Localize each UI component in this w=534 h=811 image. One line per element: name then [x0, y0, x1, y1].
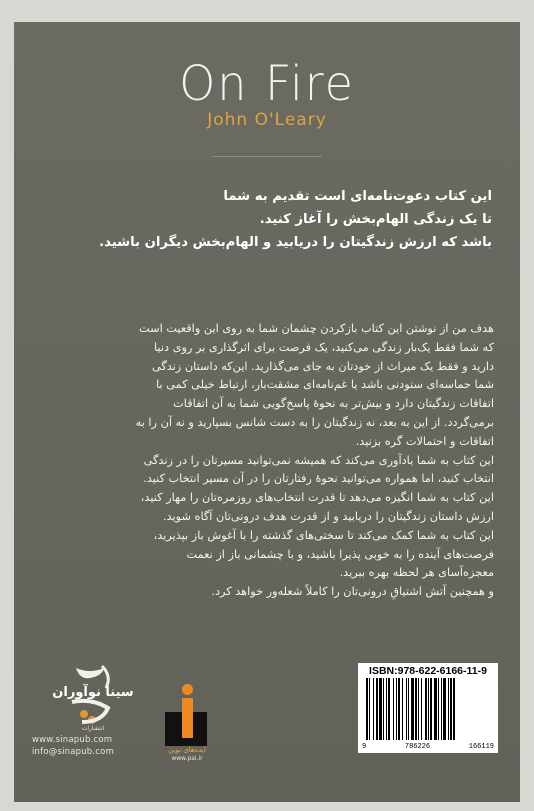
isbn-barcode-block [358, 663, 498, 753]
body-line: این کتاب به شما انگیزه می‌دهد تا قدرت انتخاب‌های روزمره‌تان را مهار کنید، [140, 491, 494, 505]
book-back-cover [14, 22, 520, 802]
body-line: دارید و فقط یک میراث از خودتان به جای می‌گذارید. این‌که داستان زندگی [151, 359, 494, 373]
divider [212, 156, 322, 157]
publisher-logo-text: سینا نوآوران [52, 685, 134, 700]
body-line: فرصت‌های آینده را به خوبی پذیرا باشید، و با چشمانی باز از نعمت [186, 547, 494, 561]
publisher-email: info@sinapub.com [32, 747, 115, 757]
isbn-digit-group: 9 [362, 743, 367, 751]
isbn-digit-group: 166119 [468, 743, 494, 751]
publisher-website: www.sinapub.com [32, 735, 113, 745]
body-line: شما حماسه‌ای ستودنی باشد یا غم‌نامه‌ای مشقت‌بار، ارتباط خیلی کمی با [156, 378, 494, 392]
body-text [34, 320, 494, 602]
imprint-url: www.pai.ir [171, 755, 203, 762]
body-line: اتفاقات و احتمالات گره بزنید. [355, 434, 494, 448]
body-line: هدف من از نوشتن این کتاب بازکردن چشمان شما به روی این واقعیت است [139, 322, 494, 335]
imprint-i-stem-icon [182, 698, 193, 738]
body-line: ارزش داستان زندگیتان را دریابید و از قدرت هدف درونی‌تان آگاه شوید. [162, 509, 494, 523]
imprint-i-dot-icon [182, 684, 193, 695]
publisher-logo-mark-icon [52, 662, 134, 732]
body-line: این کتاب به شما یادآوری می‌کند که همیشه نمی‌توانید مسیرتان را در زندگی [143, 453, 494, 467]
body-line: معجزه‌آسای هر لحظه بهره ببرید. [339, 566, 494, 580]
publisher-logo [52, 662, 134, 732]
body-line: این کتاب به شما کمک می‌کند تا سختی‌های گذشته را با آغوش باز بپذیرید، [153, 528, 494, 542]
intro-line: باشد که ارزش زندگیتان را دریابید و الهام‌بخش دیگران باشید. [99, 235, 492, 250]
body-line: اتفاقات زندگیتان دارد و بیش‌تر به نحوهٔ پاسخ‌گویی شما به آن اتفاقات [173, 397, 494, 411]
isbn-digit-group: 786226 [404, 743, 431, 751]
intro-line: این کتاب دعوت‌نامه‌ای است تقدیم به شما [223, 189, 492, 204]
imprint-logo [162, 684, 212, 760]
body-line: که شما فقط یک‌بار زندگی می‌کنید، یک فرصت برای اثرگذاری بر روی دنیا [153, 340, 494, 354]
intro-blurb [72, 185, 492, 254]
barcode-icon [364, 678, 492, 742]
publisher-contact [32, 734, 114, 758]
book-title: On Fire [179, 56, 355, 112]
isbn-digits [362, 743, 494, 751]
body-line: انتخاب کنید، اما همواره می‌توانید نحوهٔ رفتارتان را در آن مسیر انتخاب کنید. [143, 472, 494, 486]
intro-line: تا یک زندگی الهام‌بخش را آغاز کنید. [259, 212, 492, 227]
book-author: John O'Leary [207, 110, 327, 130]
body-line: و همچنین آتش اشتیاقِ درونی‌تان را کاملاً شعله‌ور خواهد کرد. [211, 585, 494, 599]
imprint-name: ایده‌های نوین [168, 746, 206, 754]
body-line: برمی‌گردد. از این به بعد، نه زندگیتان را به دست شانس بسپارید و نه آن را به [135, 415, 494, 429]
publisher-logo-sub: انتشارات [81, 725, 105, 732]
isbn-label: ISBN:978-622-6166-11-9 [369, 665, 487, 677]
